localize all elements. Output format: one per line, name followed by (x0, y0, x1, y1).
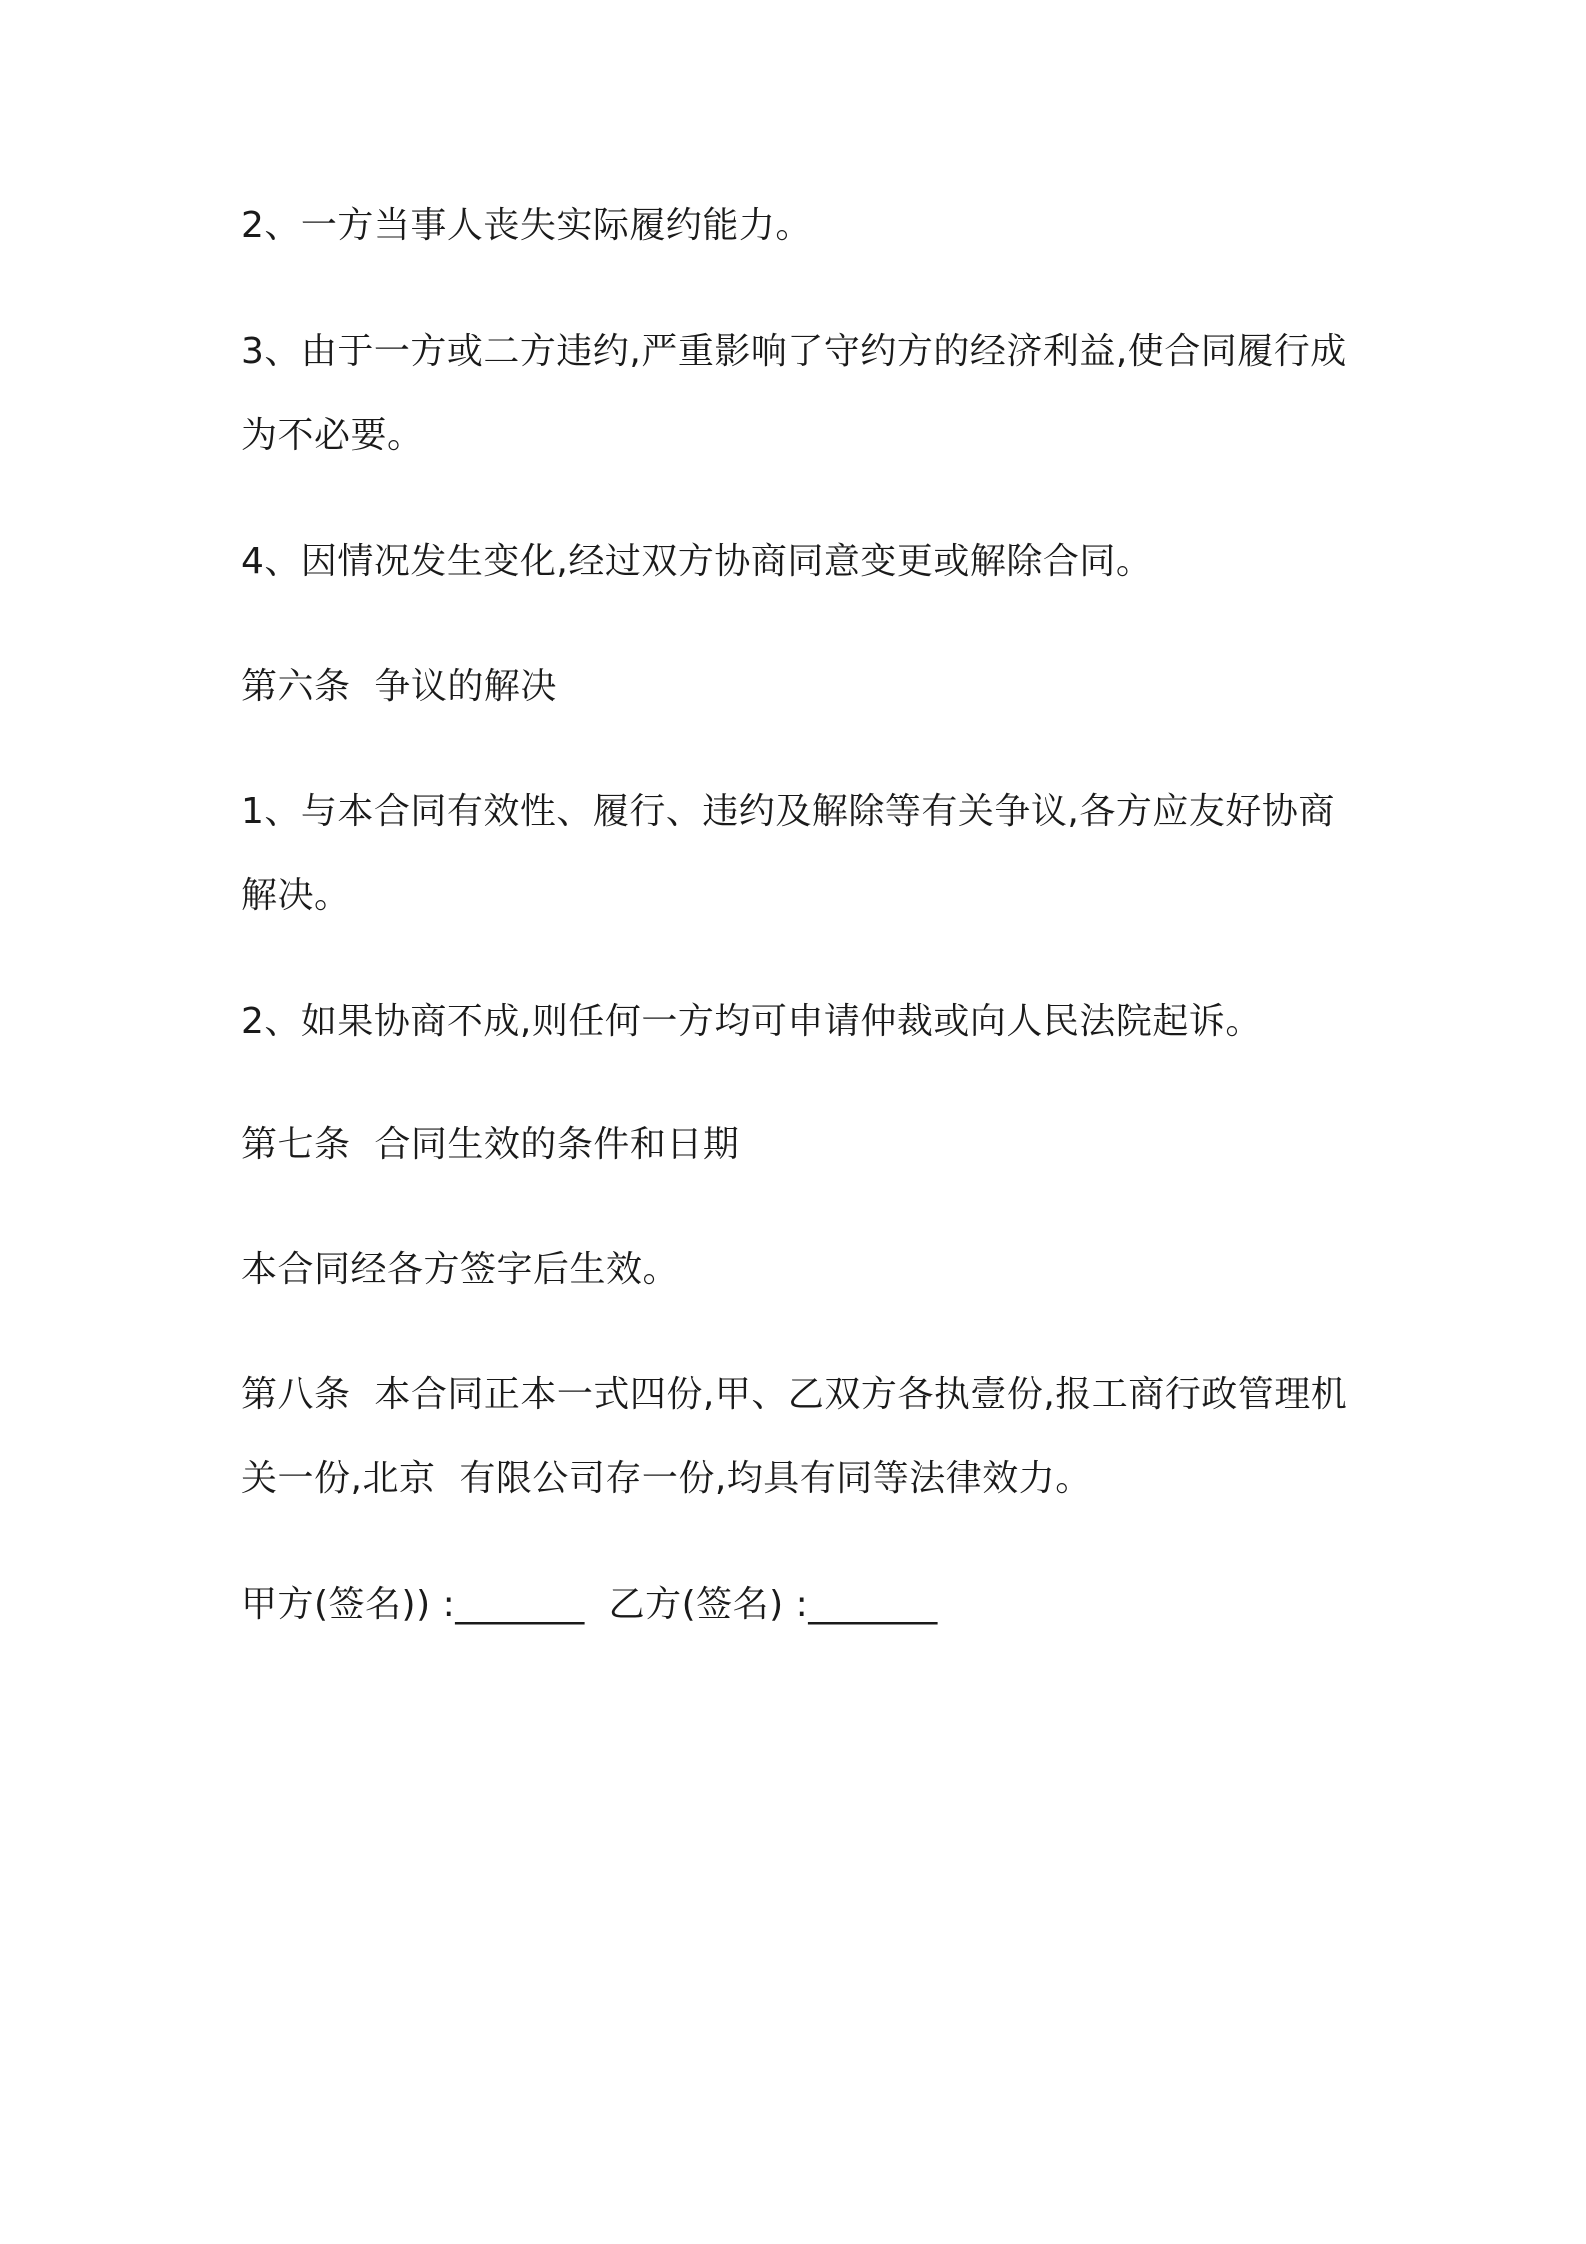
clause-item-4: 4、因情况发生变化,经过双方协商同意变更或解除合同。 (241, 541, 1153, 582)
article-6-heading: 第六条 争议的解决 (241, 666, 557, 707)
article-6-item-2: 2、如果协商不成,则任何一方均可申请仲裁或向人民法院起诉。 (241, 1001, 1262, 1042)
signature-line: 甲方(签名)) :_______ 乙方(签名) :_______ (241, 1584, 938, 1625)
article-7-heading: 第七条 合同生效的条件和日期 (241, 1124, 740, 1165)
article-6-item-1: 1、与本合同有效性、履行、违约及解除等有关争议,各方应友好协商解决。 (241, 791, 1335, 916)
clause-item-2: 2、一方当事人丧失实际履约能力。 (241, 205, 812, 246)
article-8-clause: 第八条 本合同正本一式四份,甲、乙双方各执壹份,报工商行政管理机关一份,北京 有限公司存一份,均具有同等法律效力。 (241, 1374, 1348, 1499)
article-7-body: 本合同经各方签字后生效。 (241, 1249, 680, 1290)
clause-item-3: 3、由于一方或二方违约,严重影响了守约方的经济利益,使合同履行成为不必要。 (241, 331, 1347, 456)
